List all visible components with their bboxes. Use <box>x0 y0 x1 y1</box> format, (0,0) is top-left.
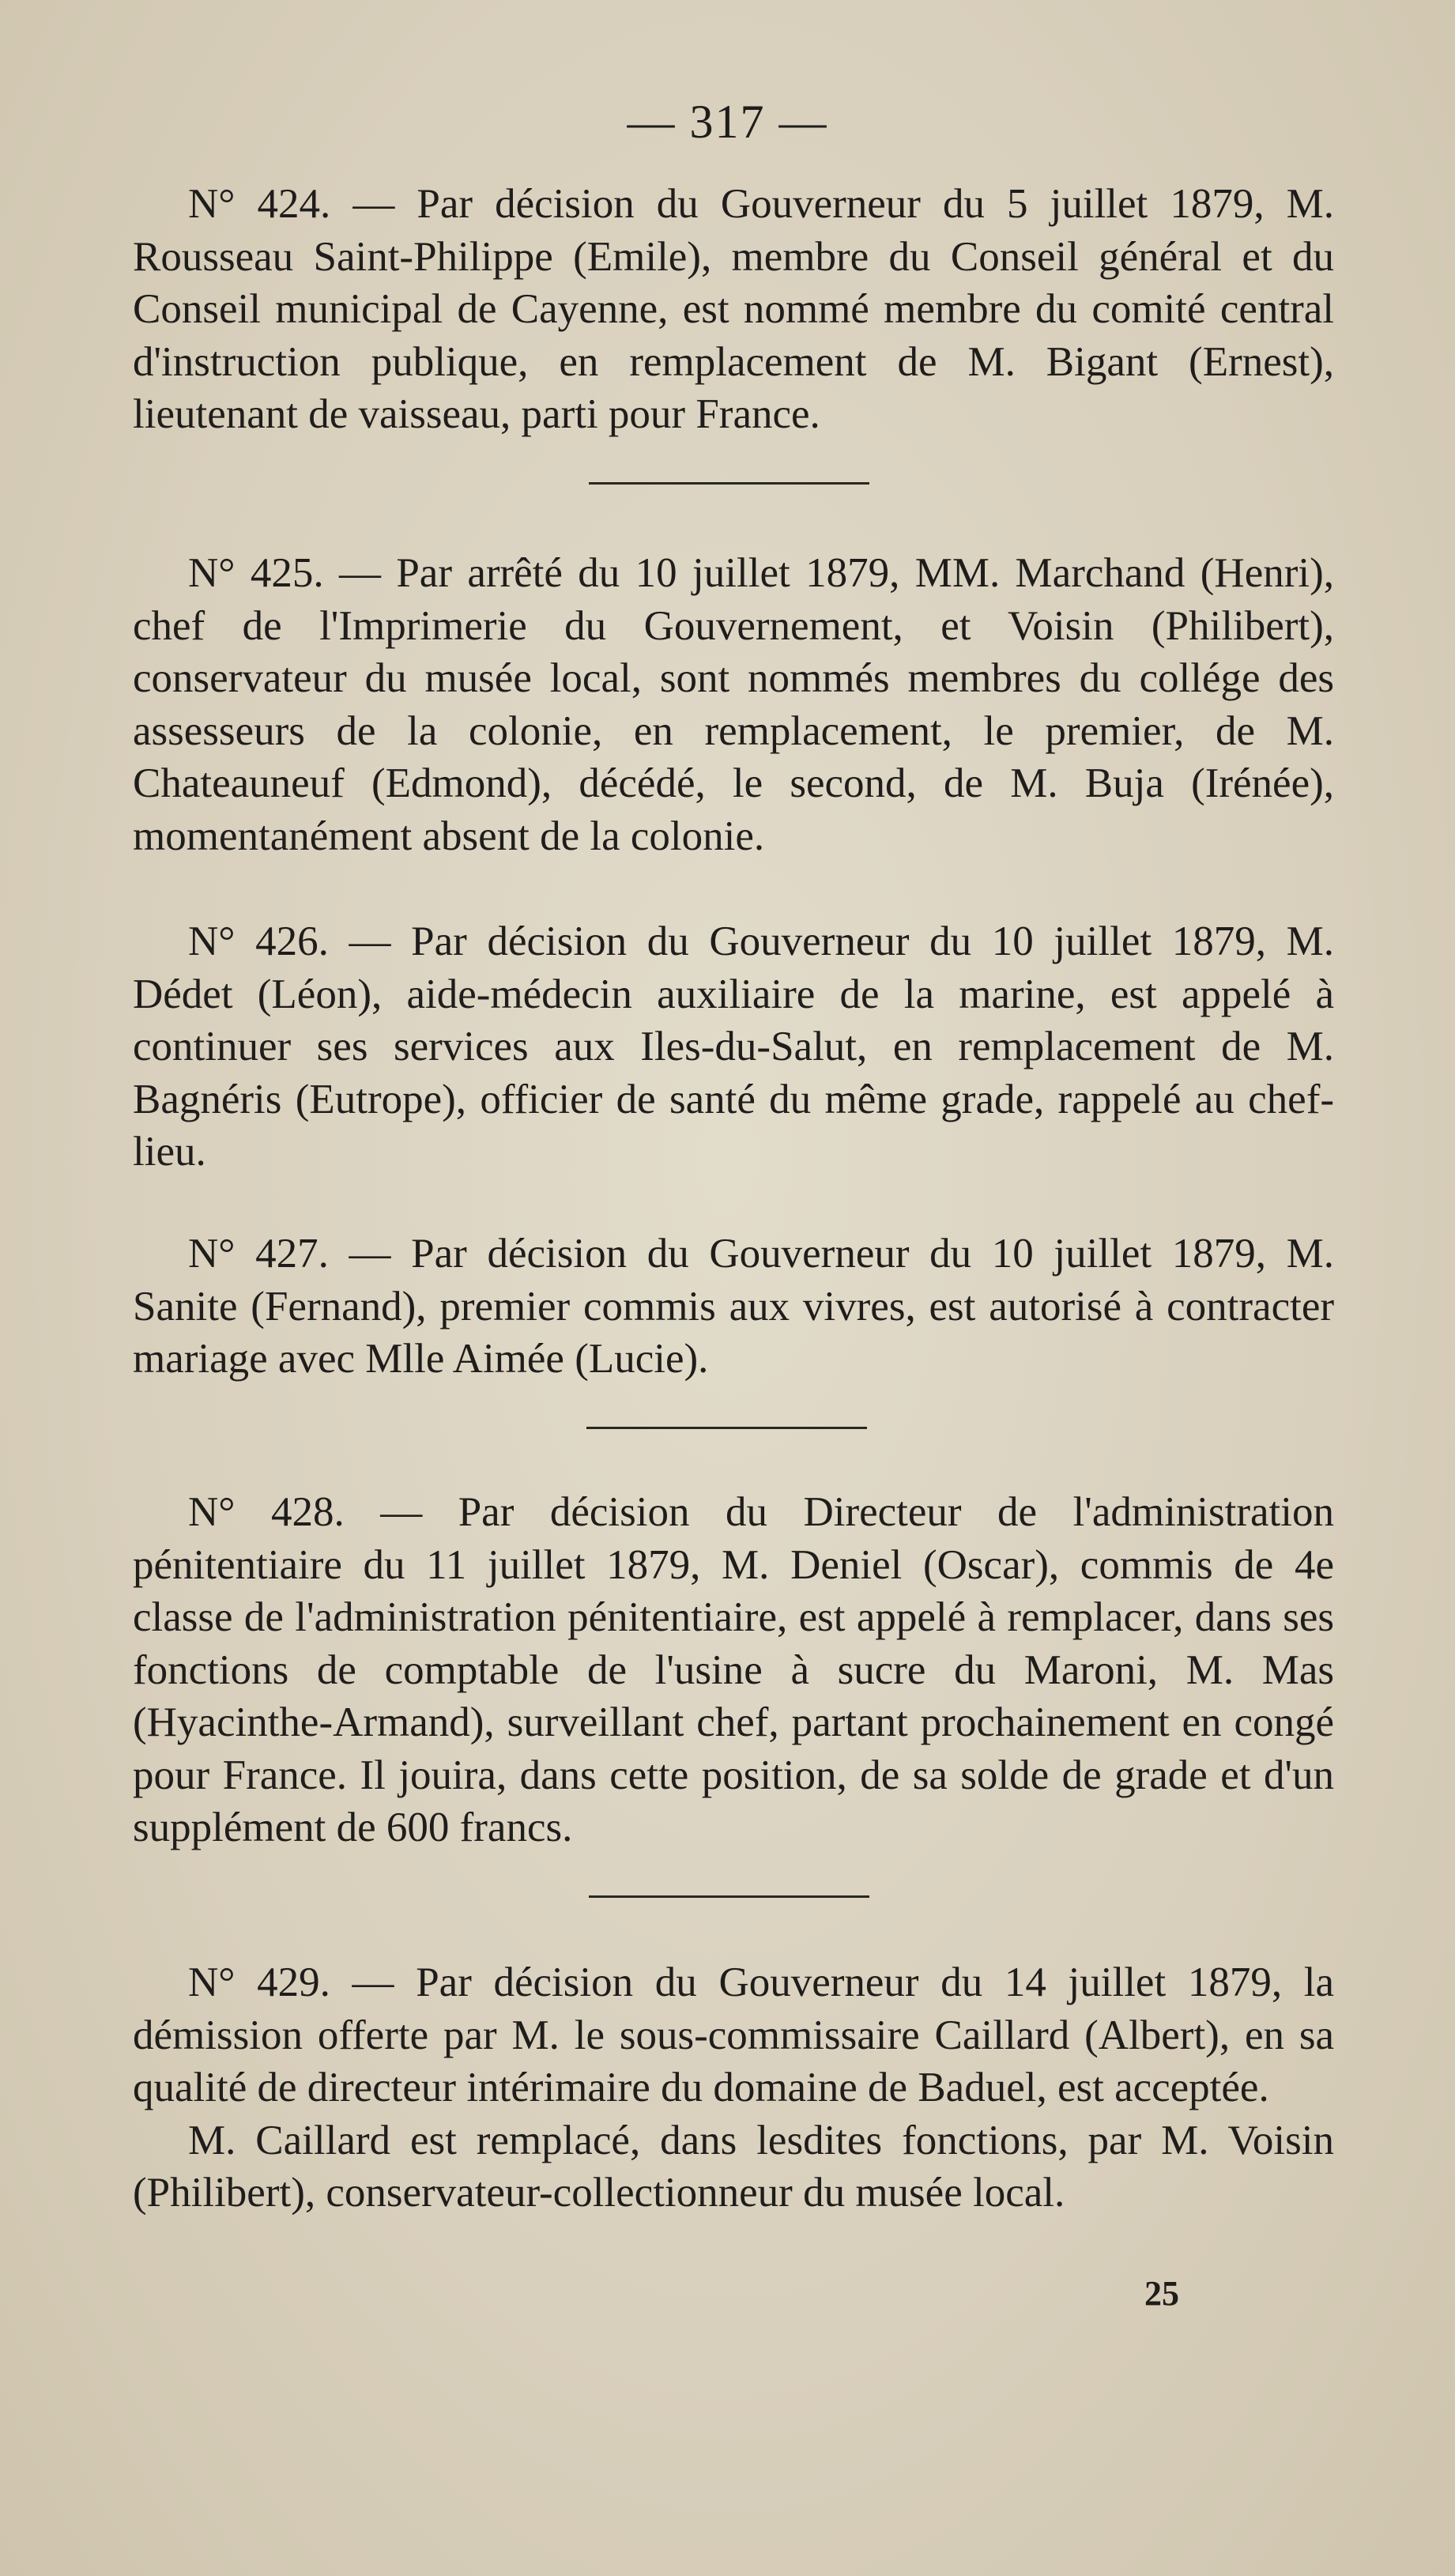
entry-425 <box>133 547 1334 862</box>
section-divider <box>586 1427 867 1429</box>
entry-paragraph: M. Caillard est remplacé, dans lesdites fonctions, par M. Voisin (Philibert), conservateur-collectionneur du musée local. <box>133 2117 1334 2216</box>
entry-429 <box>133 1956 1334 2220</box>
entry-paragraph: N° 428. — Par décision du Directeur de l'administration pénitentiaire du 11 juillet 1879, M. Deniel (Oscar), commis de 4e classe de l'administration pénitentiaire, est appelé à remplacer, dans ses fonctions de comptable de l'usine à sucre du Maroni, M. Mas (Hyacinthe-Armand), surveillant chef, partant prochainement en congé pour France. Il jouira, dans cette position, de sa solde de grade et d'un supplément de 600 francs. <box>133 1489 1334 1850</box>
entry-428 <box>133 1486 1334 1854</box>
entry-paragraph: N° 427. — Par décision du Gouverneur du 10 juillet 1879, M. Sanite (Fernand), premier commis aux vivres, est autorisé à contracter mariage avec Mlle Aimée (Lucie). <box>133 1231 1334 1382</box>
section-divider <box>589 482 869 485</box>
entry-paragraph: N° 425. — Par arrêté du 10 juillet 1879, MM. Marchand (Henri), chef de l'Imprimerie du Gouvernement, et Voisin (Philibert), conservateur du musée local, sont nommés membres du collége des assesseurs de la colonie, en remplacement, le premier, de M. Chateauneuf (Edmond), décédé, le second, de M. Buja (Irénée), momentanément absent de la colonie. <box>133 550 1334 859</box>
entry-427 <box>133 1228 1334 1386</box>
page-number: — 317 — <box>627 96 828 148</box>
entry-paragraph: N° 426. — Par décision du Gouverneur du 10 juillet 1879, M. Dédet (Léon), aide-médecin auxiliaire de la marine, est appelé à continuer ses services aux Iles-du-Salut, en remplacement de M. Bagnéris (Eutrope), officier de santé du même grade, rappelé au chef-lieu. <box>133 918 1334 1175</box>
entry-paragraph: N° 429. — Par décision du Gouverneur du 14 juillet 1879, la démission offerte par M. le sous-commissaire Caillard (Albert), en sa qualité de directeur intérimaire du domaine de Baduel, est acceptée. <box>133 1959 1334 2110</box>
entry-426 <box>133 915 1334 1179</box>
entry-424 <box>133 178 1334 441</box>
section-divider <box>589 1895 869 1898</box>
entry-paragraph: N° 424. — Par décision du Gouverneur du 5 juillet 1879, M. Rousseau Saint-Philippe (Emile), membre du Conseil général et du Conseil municipal de Cayenne, est nommé membre du comité central d'instruction publique, en remplacement de M. Bigant (Ernest), lieutenant de vaisseau, parti pour France. <box>133 181 1334 437</box>
signature-mark: 25 <box>1144 2274 1179 2313</box>
